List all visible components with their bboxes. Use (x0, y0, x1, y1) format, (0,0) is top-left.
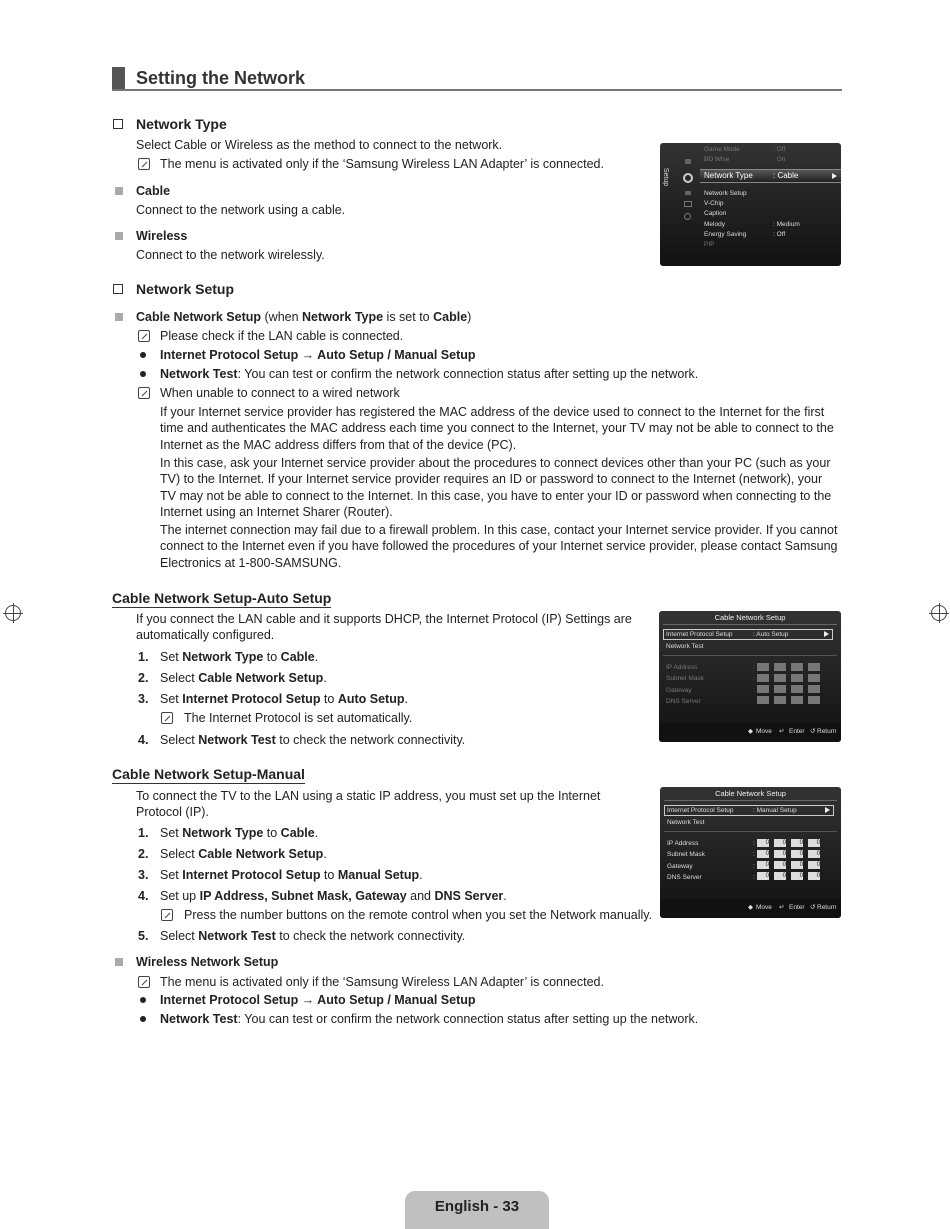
section-checkbox-icon (113, 119, 123, 129)
menu-item-label-selected[interactable]: Network Type (704, 171, 753, 180)
manual-step-4: Set up IP Address, Subnet Mask, Gateway and DNS Server. (160, 889, 507, 903)
menu-item-label: BD Wise (704, 156, 730, 163)
menu-item-label[interactable]: PIP (704, 241, 715, 248)
bullet-dot-icon (140, 371, 146, 377)
field-label: DNS Server (667, 874, 702, 881)
ip-boxes-grid (757, 839, 829, 885)
step-number: 1. (138, 826, 149, 840)
move-icon: ◆ (748, 904, 753, 911)
auto-step-4: Select Network Test to check the network connectivity. (160, 733, 466, 747)
ip-octet-box (791, 674, 803, 682)
note-icon (138, 158, 150, 170)
return-icon: ↺ (810, 904, 816, 911)
title-divider (664, 800, 837, 801)
section-checkbox-icon (113, 284, 123, 294)
ip-octet-box (791, 696, 803, 704)
page-title: Setting the Network (136, 68, 306, 88)
ip-octet-box (808, 663, 820, 671)
ip-octet-box[interactable]: 0 (774, 861, 786, 869)
field-label: Subnet Mask (667, 851, 705, 858)
menu-item-label: Game Mode (704, 146, 740, 153)
step-number: 4. (138, 733, 149, 747)
return-icon: ↺ (810, 728, 816, 735)
note-icon (161, 712, 173, 724)
nav-move: Move (756, 728, 772, 735)
bullet-dot-icon (140, 1016, 146, 1022)
field-label: IP Address (667, 840, 699, 847)
network-test-item[interactable]: Network Test (667, 819, 705, 826)
cable-desc: Connect to the network using a cable. (136, 203, 346, 217)
network-setup-heading: Network Setup (136, 281, 235, 297)
field-label: DNS Server (666, 698, 701, 705)
nav-enter: Enter (789, 728, 805, 735)
manual-setup-screenshot (660, 787, 841, 918)
field-colon: : (753, 840, 755, 847)
ip-setup-value: : Auto Setup (753, 631, 789, 638)
step-number: 3. (138, 692, 149, 706)
title-divider (663, 624, 837, 625)
note-lan-cable: Please check if the LAN cable is connected. (160, 329, 404, 343)
setup-side-label: Setup (662, 167, 670, 187)
ip-octet-box (757, 663, 769, 671)
menu-item-label[interactable]: Network Setup (704, 190, 747, 197)
mac-address-paragraph: If your Internet service provider has registered the MAC address of the device used to connect to the Internet for the first time and authenticates the MAC address each time you connect to the Internet, your TV may not be able to connect to the Internet as the MAC address differs from that of the device (PC). (160, 405, 834, 452)
bullet-square-icon (115, 187, 123, 195)
wireless-setup-note: The menu is activated only if the ‘Samsung Wireless LAN Adapter’ is connected. (160, 975, 604, 989)
screen-title: Cable Network Setup (715, 789, 786, 798)
step-number: 1. (138, 650, 149, 664)
wireless-label: Wireless (136, 229, 188, 243)
menu-item-value: : Off (773, 231, 786, 238)
field-colon: : (753, 874, 755, 881)
field-label: Gateway (667, 863, 693, 870)
right-arrow-icon (832, 173, 837, 179)
field-colon: : (753, 664, 755, 671)
ip-octet-box[interactable]: 0 (757, 872, 769, 880)
ip-octet-box (774, 696, 786, 704)
isp-procedure-paragraph: In this case, ask your Internet service provider about the procedures to connect devices other than your PC (such as your TV) to the Internet. If your Internet service provider requires an ID or password to connect to the Internet (network), your TV may not be able to connect to the Internet. In this case, you have to enter your ID or password when connecting to the Internet using an Internet Sharer (Router). (160, 456, 832, 520)
field-label: Subnet Mask (666, 675, 704, 682)
bullet-square-icon (115, 232, 123, 240)
field-label: Gateway (666, 687, 692, 694)
ip-octet-box (808, 674, 820, 682)
step-number: 4. (138, 889, 149, 903)
ip-octet-box (808, 696, 820, 704)
application-icon (684, 213, 691, 220)
auto-step-2: Select Cable Network Setup. (160, 671, 327, 685)
manual-step-2: Select Cable Network Setup. (160, 847, 327, 861)
ip-setup-value: : Manual Setup (753, 807, 797, 814)
manual-setup-intro: To connect the TV to the LAN using a static IP address, you must set up the Internet Protocol (IP). (136, 789, 601, 820)
ip-boxes-grid (757, 663, 829, 709)
field-colon: : (753, 687, 755, 694)
ip-octet-box[interactable]: 0 (808, 850, 820, 858)
right-arrow-icon (825, 807, 830, 813)
auto-setup-heading: Cable Network Setup-Auto Setup (112, 590, 332, 606)
section-divider (664, 831, 837, 832)
menu-icons-column (684, 155, 694, 235)
step-number: 3. (138, 868, 149, 882)
ip-octet-box[interactable]: 0 (808, 839, 820, 847)
ip-octet-box[interactable]: 0 (757, 850, 769, 858)
right-arrow-icon (824, 631, 829, 637)
ip-octet-box (774, 663, 786, 671)
registration-mark-left-icon (5, 605, 21, 621)
ip-octet-box (808, 685, 820, 693)
nav-move: Move (756, 904, 772, 911)
auto-step-1: Set Network Type to Cable. (160, 650, 319, 664)
network-test-bullet: Network Test: You can test or confirm the network connection status after setting up the network. (160, 367, 699, 381)
ip-octet-box[interactable]: 0 (791, 850, 803, 858)
wireless-desc: Connect to the network wirelessly. (136, 248, 325, 262)
menu-item-value: : On (773, 156, 786, 163)
cable-label: Cable (136, 184, 171, 198)
manual-step-3: Set Internet Protocol Setup to Manual Setup. (160, 868, 423, 882)
ip-setup-label: Internet Protocol Setup (666, 631, 733, 638)
ip-octet-box[interactable]: 0 (757, 839, 769, 847)
screen-title: Cable Network Setup (714, 613, 786, 622)
nav-enter: Enter (789, 904, 805, 911)
picture-icon (685, 159, 691, 164)
auto-step-3: Set Internet Protocol Setup to Auto Setup. (160, 692, 408, 706)
ip-octet-box[interactable]: 0 (757, 861, 769, 869)
bullet-square-icon (115, 313, 123, 321)
note-unable-connect: When unable to connect to a wired network (160, 386, 400, 400)
ip-octet-box[interactable]: 0 (774, 850, 786, 858)
network-type-note: The menu is activated only if the ‘Samsung Wireless LAN Adapter’ is connected. (160, 157, 604, 171)
network-type-heading: Network Type (136, 116, 227, 132)
field-colon: : (753, 675, 755, 682)
bullet-dot-icon (140, 352, 146, 358)
ip-setup-bullet: Internet Protocol Setup → Auto Setup / Manual Setup (160, 348, 476, 362)
nav-return: Return (817, 904, 837, 911)
menu-item-label[interactable]: Caption (704, 210, 727, 217)
step-number: 2. (138, 671, 149, 685)
note-icon (138, 976, 150, 988)
ip-octet-box (757, 685, 769, 693)
bullet-square-icon (115, 958, 123, 966)
bullet-dot-icon (140, 997, 146, 1003)
support-icon (684, 201, 692, 207)
cable-network-setup-line: Cable Network Setup (when Network Type is set to Cable) (136, 310, 472, 324)
manual-step-5: Select Network Test to check the network connectivity. (160, 929, 466, 943)
step-number: 2. (138, 847, 149, 861)
manual-step-1: Set Network Type to Cable. (160, 826, 319, 840)
wireless-setup-heading: Wireless Network Setup (136, 955, 279, 969)
move-icon: ◆ (748, 728, 753, 735)
wireless-network-test-bullet: Network Test: You can test or confirm the network connection status after setting up the network. (160, 1012, 699, 1026)
menu-item-label[interactable]: Energy Saving (704, 231, 747, 238)
manual-setup-heading: Cable Network Setup-Manual (112, 766, 305, 782)
step-number: 5. (138, 929, 149, 943)
ip-octet-box[interactable]: 0 (774, 839, 786, 847)
ip-octet-box[interactable]: 0 (808, 861, 820, 869)
menu-item-label[interactable]: Melody (704, 221, 725, 228)
note-icon (161, 909, 173, 921)
note-icon (138, 387, 150, 399)
menu-item-value: : Off (773, 146, 786, 153)
ip-octet-box (757, 696, 769, 704)
field-label: IP Address (666, 664, 698, 671)
enter-icon: ↵ (779, 728, 785, 735)
auto-setup-screenshot (659, 611, 841, 742)
field-colon: : (753, 698, 755, 705)
registration-mark-right-icon (931, 605, 947, 621)
auto-setup-intro: If you connect the LAN cable and it supports DHCP, the Internet Protocol (IP) Settings are automatically configured. (136, 612, 632, 643)
enter-icon: ↵ (779, 904, 785, 911)
menu-item-value-selected: : Cable (773, 171, 799, 180)
section-divider (663, 655, 837, 656)
network-type-desc: Select Cable or Wireless as the method to connect to the network. (136, 138, 503, 152)
auto-setup-note: The Internet Protocol is set automatically. (184, 711, 413, 725)
ip-octet-box (774, 685, 786, 693)
ip-octet-box (757, 674, 769, 682)
ip-octet-box[interactable]: 0 (808, 872, 820, 880)
wireless-ip-setup-bullet: Internet Protocol Setup → Auto Setup / Manual Setup (160, 993, 476, 1007)
ip-octet-box (774, 674, 786, 682)
ip-octet-box[interactable]: 0 (791, 839, 803, 847)
field-colon: : (753, 851, 755, 858)
ip-octet-box[interactable]: 0 (791, 861, 803, 869)
manual-setup-note: Press the number buttons on the remote control when you set the Network manually. (184, 908, 653, 922)
page-footer: English - 33 (405, 1191, 549, 1229)
note-icon (138, 330, 150, 342)
nav-return: Return (817, 728, 837, 735)
setup-gear-icon (683, 173, 693, 183)
ip-octet-box[interactable]: 0 (791, 872, 803, 880)
title-bar-accent (112, 67, 125, 91)
ip-octet-box (791, 663, 803, 671)
title-rule (112, 89, 842, 91)
firewall-paragraph: The internet connection may fail due to a firewall problem. In this case, contact your Internet service provider. If you cannot connect to the Internet even if you have followed the procedures of your Internet service provider, please contact Samsung Electronics at 1-800-SAMSUNG. (160, 523, 838, 570)
field-colon: : (753, 863, 755, 870)
ip-octet-box (791, 685, 803, 693)
network-test-item[interactable]: Network Test (666, 643, 704, 650)
menu-item-label[interactable]: V-Chip (704, 200, 724, 207)
ip-setup-label: Internet Protocol Setup (667, 807, 734, 814)
menu-item-value: : Medium (773, 221, 800, 228)
setup-menu-screenshot (660, 143, 841, 266)
input-icon (685, 191, 691, 195)
ip-octet-box[interactable]: 0 (774, 872, 786, 880)
